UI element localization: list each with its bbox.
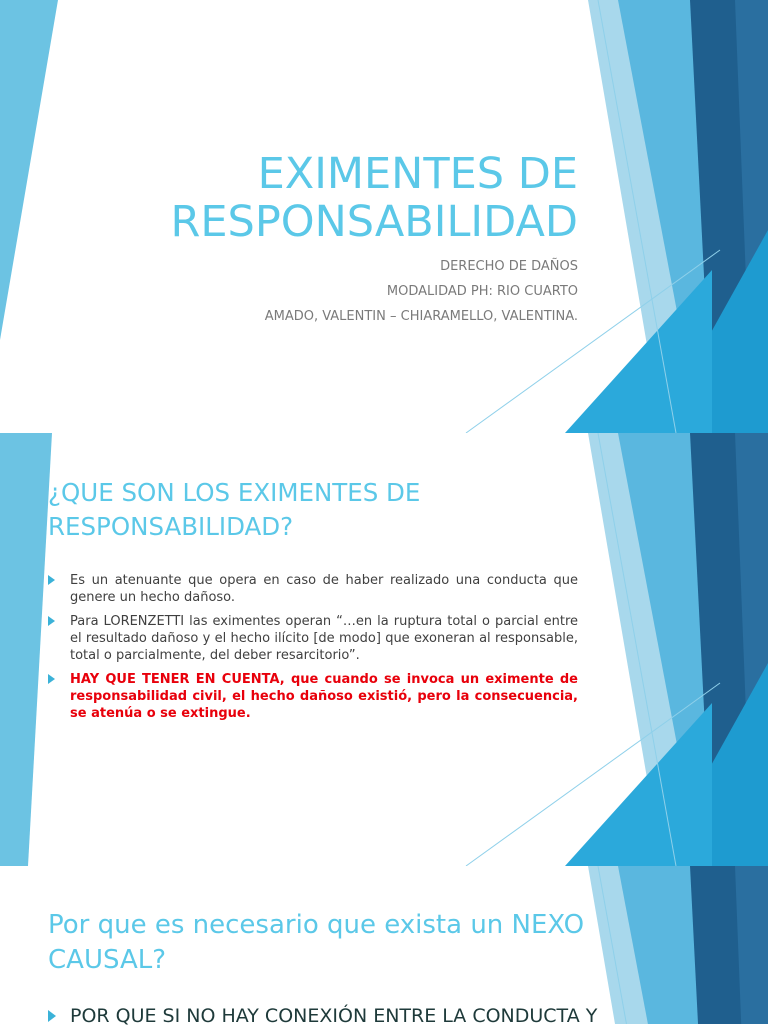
list-item [48,613,578,664]
list-item [48,1004,608,1028]
title-line-1: EXIMENTES DE [257,149,578,199]
slide-title-heading [58,150,578,246]
bullet-text: HAY QUE TENER EN CUENTA, que cuando se invoca un eximente de responsabilidad civil, el hecho dañoso existió, pero la consecuencia, se atenúa o se extingue. [70,672,578,721]
subtitle-course: DERECHO DE DAÑOS [440,259,578,274]
left-accent-shape [0,0,58,340]
bullet-arrow-icon [48,616,55,626]
definition-heading: ¿QUE SON LOS EXIMENTES DE RESPONSABILIDAD? [48,478,421,541]
list-item-emphasis [48,671,578,722]
left-accent-shape [0,433,52,866]
bullet-arrow-icon [48,1010,56,1022]
bullet-arrow-icon [48,674,55,684]
bullet-arrow-icon [48,575,55,585]
definition-bullet-list [48,572,578,729]
causal-link-bullet-list [48,1004,608,1035]
title-line-2: RESPONSABILIDAD [170,197,578,247]
bullet-text: Para LORENZETTI las eximentes operan “…en la ruptura total o parcial entre el resultado dañoso y el hecho ilícito [de modo] que exoneran al responsable, total o parcialmente, del deber resarcitorio”. [70,614,578,663]
list-item [48,572,578,606]
subtitle-modality: MODALIDAD PH: RIO CUARTO [386,284,578,299]
bullet-text: POR QUE SI NO HAY CONEXIÓN ENTRE LA CONDUCTA Y [70,1005,598,1027]
subtitle-authors: AMADO, VALENTIN – CHIARAMELLO, VALENTINA. [264,309,578,324]
slide-title [0,0,768,433]
causal-link-heading: Por que es necesario que exista un NEXO CAUSAL? [48,910,585,975]
bullet-text: Es un atenuante que opera en caso de haber realizado una conducta que genere un hecho dañoso. [70,573,578,605]
